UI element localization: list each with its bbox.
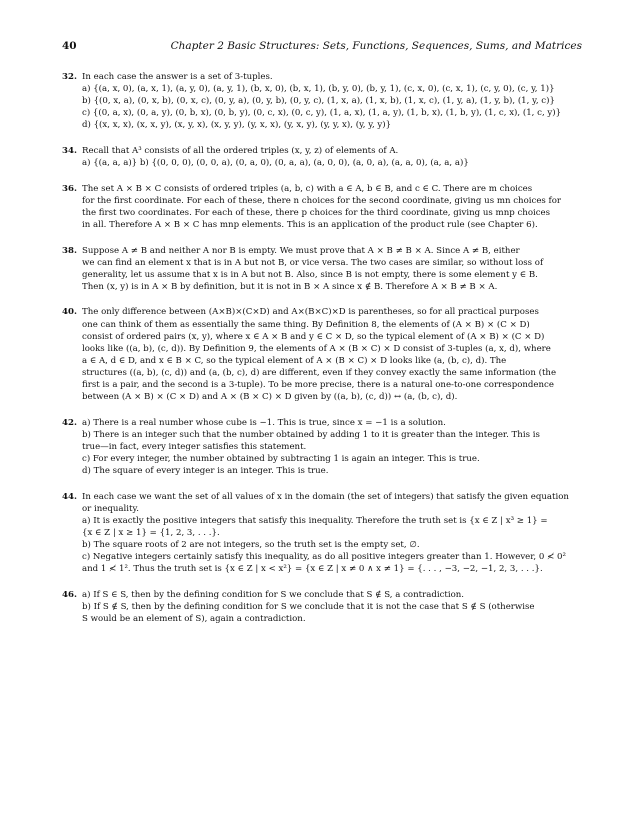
problem-number: 36. bbox=[62, 183, 77, 194]
problem-text: In each case the answer is a set of 3-tuples. bbox=[82, 72, 273, 82]
problem-text: in all. Therefore A × B × C has mnp elements. This is an application of the product rule (see Chapter 6). bbox=[82, 219, 538, 230]
problem-text: a) {(a, a, a)} b) {(0, 0, 0), (0, 0, a), (0, a, 0), (0, a, a), (a, 0, 0), (a, 0, a), (a, a, 0), (a, a, a)} bbox=[82, 158, 469, 169]
problem-text: Then (x, y) is in A × B by definition, but it is not in B × A since x ∉ B. Therefore A × B ≠ B × A. bbox=[82, 281, 498, 292]
problem-number: 38. bbox=[62, 245, 77, 256]
problem-text: In each case we want the set of all values of x in the domain (the set of integers) that satisfy the given equation bbox=[82, 491, 569, 502]
problem-text: c) For every integer, the number obtained by subtracting 1 is again an integer. This is true. bbox=[82, 453, 480, 464]
problem-40 bbox=[62, 306, 586, 403]
problem-text: between (A × B) × (C × D) and A × (B × C) × D given by ((a, b), (c, d)) ↔ (a, (b, c), d). bbox=[82, 392, 458, 403]
problem-text: d) The square of every integer is an integer. This is true. bbox=[82, 466, 329, 477]
chapter-title: Chapter 2 Basic Structures: Sets, Functions, Sequences, Sums, and Matrices bbox=[170, 40, 582, 52]
problem-text: S would be an element of S), again a contradiction. bbox=[82, 613, 306, 624]
problem-text: a) If S ∈ S, then by the defining condition for S we conclude that S ∉ S, a contradiction. bbox=[82, 589, 465, 600]
problem-number: 44. bbox=[62, 491, 77, 502]
problem-46 bbox=[62, 589, 586, 625]
problem-text: consist of ordered pairs (x, y), where x ∈ A × B and y ∈ C × D, so the typical element of (A × B) × (C × D) bbox=[82, 331, 545, 342]
problem-32 bbox=[62, 71, 586, 131]
problem-34 bbox=[62, 145, 586, 169]
problem-text: a) It is exactly the positive integers that satisfy this inequality. Therefore the truth set is {x ∈ Z | x³ ≥ 1} = bbox=[82, 515, 548, 526]
problem-text: we can find an element x that is in A but not B, or vice versa. The two cases are similar, so without loss of bbox=[82, 257, 544, 268]
problem-text: The only difference between (A×B)×(C×D) and A×(B×C)×D is parentheses, so for all practical purposes bbox=[82, 307, 539, 318]
problem-text: c) {(0, a, x), (0, a, y), (0, b, x), (0, b, y), (0, c, x), (0, c, y), (1, a, x), (1, a, y), (1, b, x), (1, b, y), (1, c, x), (1, c, y)} bbox=[82, 108, 562, 119]
problem-text: b) There is an integer such that the number obtained by adding 1 to it is greater than the integer. This is bbox=[82, 429, 540, 440]
problem-text: for the first coordinate. For each of these, there n choices for the second coordinate, giving us mn choices for bbox=[82, 195, 562, 206]
problem-number: 40. bbox=[62, 307, 77, 318]
problem-number: 42. bbox=[62, 417, 77, 428]
problem-text: and 1 ≮ 1². Thus the truth set is {x ∈ Z | x < x²} = {x ∈ Z | x ≠ 0 ∧ x ≠ 1} = {. . . , −3, −2, −1, 2, 3, . . .}. bbox=[82, 564, 543, 575]
solutions-body bbox=[62, 71, 586, 639]
problem-text: a) {(a, x, 0), (a, x, 1), (a, y, 0), (a, y, 1), (b, x, 0), (b, x, 1), (b, y, 0), (b, y, 1), (c, x, 0), (c, x, 1), (c, y, 0), (c, y, 1)} bbox=[82, 84, 555, 95]
problem-text: a ∈ A, d ∈ D, and x ∈ B × C, so the typical element of A × (B × C) × D looks like (a, (b, c), d). The bbox=[82, 355, 507, 366]
page-number: 40 bbox=[62, 40, 77, 52]
page-header bbox=[62, 40, 582, 54]
problem-36 bbox=[62, 183, 586, 231]
problem-38 bbox=[62, 245, 586, 293]
problem-42 bbox=[62, 417, 586, 477]
problem-text: generality, let us assume that x is in A but not B. Also, since B is not empty, there is some element y ∈ B. bbox=[82, 269, 538, 280]
problem-text: structures ((a, b), (c, d)) and (a, (b, c), d) are different, even if they convey exactly the same information (the bbox=[82, 367, 557, 378]
problem-text: Recall that A³ consists of all the ordered triples (x, y, z) of elements of A. bbox=[82, 145, 399, 156]
problem-text: first is a pair, and the second is a 3-tuple). To be more precise, there is a natural one-to-one correspondence bbox=[82, 379, 554, 390]
problem-text: b) If S ∉ S, then by the defining condition for S we conclude that it is not the case that S ∉ S (otherwise bbox=[82, 601, 535, 612]
problem-text: b) {(0, x, a), (0, x, b), (0, x, c), (0, y, a), (0, y, b), (0, y, c), (1, x, a), (1, x, b), (1, x, c), (1, y, a), (1, y, b), (1, y, c)} bbox=[82, 96, 555, 107]
problem-text: true—in fact, every integer satisfies this statement. bbox=[82, 441, 307, 452]
problem-text: a) There is a real number whose cube is −1. This is true, since x = −1 is a solution. bbox=[82, 417, 446, 428]
problem-text: looks like ((a, b), (c, d)). By Definition 9, the elements of A × (B × C) × D consist of 3-tuples (a, x, d), where bbox=[82, 343, 551, 354]
problem-text: one can think of them as essentially the same thing. By Definition 8, the elements of (A × B) × (C × D) bbox=[82, 319, 530, 330]
problem-number: 32. bbox=[62, 72, 77, 82]
problem-text: b) The square roots of 2 are not integers, so the truth set is the empty set, ∅. bbox=[82, 540, 420, 550]
problem-text: or inequality. bbox=[82, 503, 139, 514]
problem-text: {x ∈ Z | x ≥ 1} = {1, 2, 3, . . .}. bbox=[82, 527, 220, 538]
problem-44 bbox=[62, 491, 586, 576]
problem-text: c) Negative integers certainly satisfy this inequality, as do all positive integers greater than 1. However, 0 ≮ 0² bbox=[82, 552, 566, 563]
problem-number: 34. bbox=[62, 145, 77, 156]
problem-text: Suppose A ≠ B and neither A nor B is empty. We must prove that A × B ≠ B × A. Since A ≠ B, either bbox=[82, 245, 520, 256]
problem-number: 46. bbox=[62, 589, 77, 600]
problem-text: The set A × B × C consists of ordered triples (a, b, c) with a ∈ A, b ∈ B, and c ∈ C. There are m choices bbox=[82, 183, 533, 194]
problem-text: the first two coordinates. For each of these, there p choices for the third coordinate, giving us mnp choices bbox=[82, 207, 551, 218]
problem-text: d) {(x, x, x), (x, x, y), (x, y, x), (x, y, y), (y, x, x), (y, x, y), (y, y, x), (y, y, y)} bbox=[82, 120, 392, 131]
